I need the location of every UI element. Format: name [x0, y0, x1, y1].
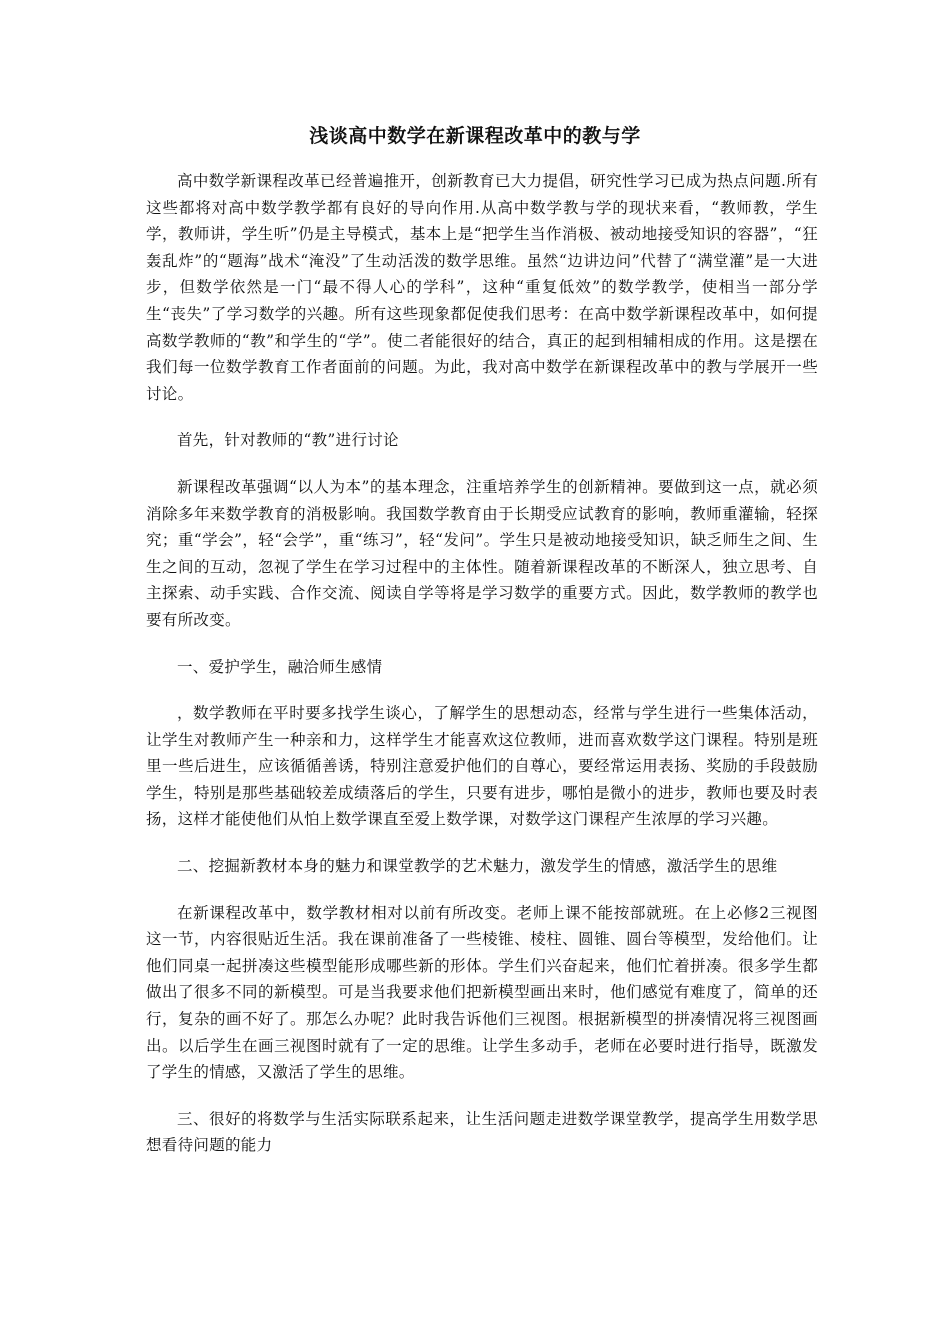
section-heading: 首先，针对教师的“教”进行讨论	[177, 431, 399, 450]
document-body	[146, 168, 818, 1179]
document-title: 浅谈高中数学在新课程改革中的教与学	[309, 125, 641, 147]
body-paragraph: 在新课程改革中，数学教材相对以前有所改变。老师上课不能按部就班。在上必修2三视图这一节，内容很贴近生活。我在课前准备了一些棱锥、棱柱、圆锥、圆台等模型，发给他们。让他们同桌一起拼凑这些模型能形成哪些新的形体。学生们兴奋起来，他们忙着拼凑。很多学生都做出了很多不同的新模型。可是当我要求他们把新模型画出来时，他们感觉有难度了，简单的还行，复杂的画不好了。那怎么办呢？此时我告诉他们三视图。根据新模型的拼凑情况将三视图画出。以后学生在画三视图时就有了一定的思维。让学生多动手，老师在必要时进行指导，既激发了学生的情感，又激活了学生的思维。	[146, 903, 818, 1082]
section-heading: 二、挖掘新教材本身的魅力和课堂教学的艺术魅力，激发学生的情感，激活学生的思维	[177, 857, 778, 876]
section-heading: 三、很好的将数学与生活实际联系起来，让生活问题走进数学课堂教学，提高学生用数学思想看待问题的能力	[146, 1109, 818, 1155]
section-heading: 一、爱护学生，融洽师生感情	[177, 657, 383, 676]
body-paragraph: 新课程改革强调“以人为本”的基本理念，注重培养学生的创新精神。要做到这一点，就必须消除多年来数学教育的消极影响。我国数学教育由于长期受应试教育的影响，教师重灌输，轻探究；重“学会”，轻“会学”，重“练习”，轻“发问”。学生只是被动地接受知识，缺乏师生之间、生生之间的互动，忽视了学生在学习过程中的主体性。随着新课程改革的不断深人，独立思考、自主探索、动手实践、合作交流、阅读自学等将是学习数学的重要方式。因此，数学教师的教学也要有所改变。	[146, 477, 818, 629]
body-paragraph: 高中数学新课程改革已经普遍推开，创新教育已大力提倡，研究性学习已成为热点问题.所有这些都将对高中数学教学都有良好的导向作用.从高中数学教与学的现状来看，“教师教，学生学，教师讲，学生听”仍是主导模式，基本上是“把学生当作消极、被动地接受知识的容器”，“狂轰乱炸”的“题海”战术“淹没”了生动活泼的数学思维。虽然“边讲边问”代替了“满堂灌”是一大进步，但数学依然是一门“最不得人心的学科”，这种“重复低效”的数学教学，使相当一部分学生“丧失”了学习数学的兴趣。所有这些现象都促使我们思考：在高中数学新课程改革中，如何提高数学教师的“教”和学生的“学”。使二者能很好的结合，真正的起到相辅相成的作用。这是摆在我们每一位数学教育工作者面前的问题。为此，我对高中数学在新课程改革中的教与学展开一些讨论。	[146, 172, 818, 403]
body-paragraph: ，数学教师在平时要多找学生谈心，了解学生的思想动态，经常与学生进行一些集体活动，让学生对教师产生一种亲和力，这样学生才能喜欢这位教师，进而喜欢数学这门课程。特别是班里一些后进生，应该循循善诱，特别注意爱护他们的自尊心，要经常运用表扬、奖励的手段鼓励学生，特别是那些基础较差成绩落后的学生，只要有进步，哪怕是微小的进步，教师也要及时表扬，这样才能使他们从怕上数学课直至爱上数学课，对数学这门课程产生浓厚的学习兴趣。	[146, 704, 818, 829]
